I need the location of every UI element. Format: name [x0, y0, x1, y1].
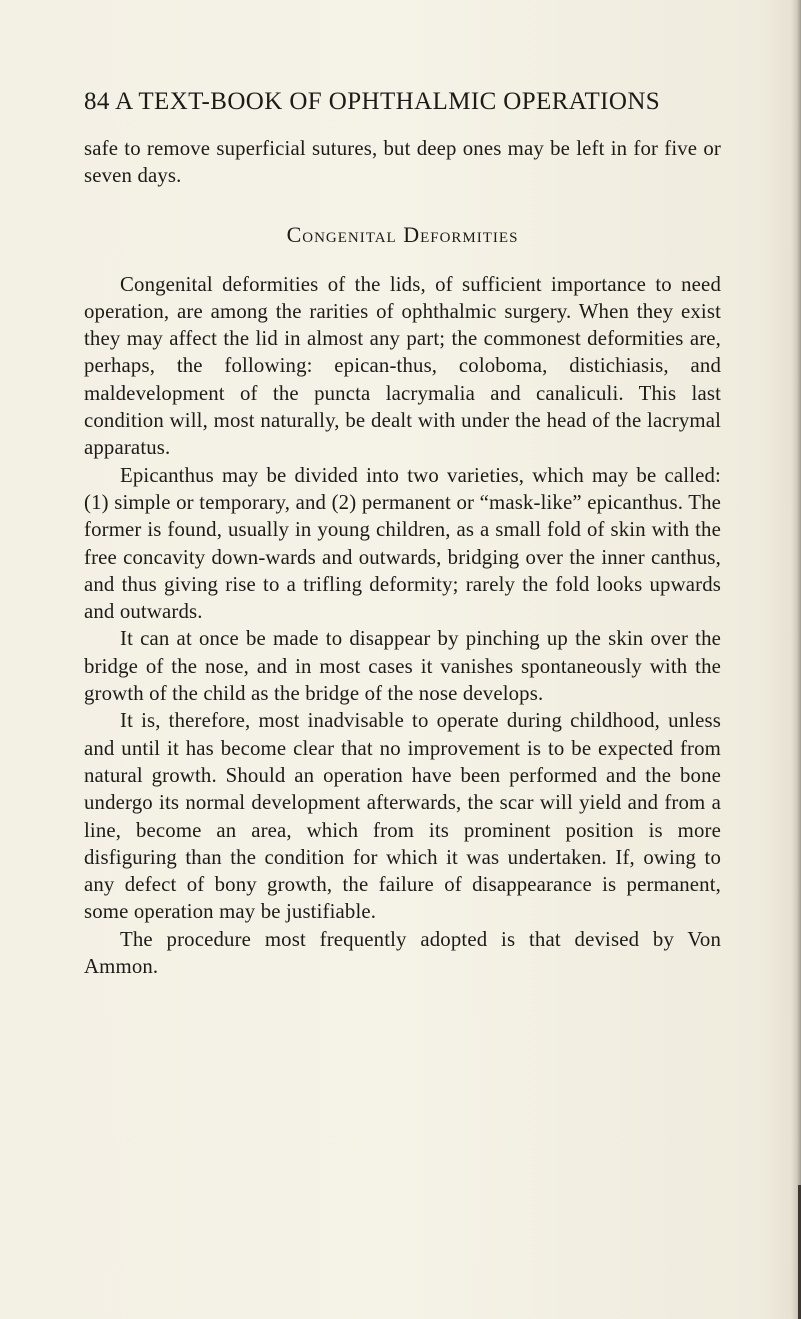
paragraph: It is, therefore, most inadvisable to operate during childhood, unless and until it has become clear that no improvement is to be expected from natural growth. Should an operation have been performed and the bone undergo its normal development afterwards, the scar will yield and from a line, become an area, which from its prominent position is more disfiguring than the condition for which it was undertaken. If, owing to any defect of bony growth, the failure of disappearance is permanent, some operation may be justifiable. [84, 709, 721, 924]
body-text [84, 135, 721, 980]
section-title: Congenital Deformities [286, 221, 519, 247]
paragraph: The procedure most frequently adopted is that devised by Von Ammon. [84, 927, 721, 979]
running-header [84, 86, 724, 118]
page-edge-shadow [791, 0, 801, 1319]
paragraph: It can at once be made to disappear by pinching up the skin over the bridge of the nose, and in most cases it vanishes spontaneously with the growth of the child as the bridge of the nose develops. [84, 627, 721, 706]
paragraph-continuation: safe to remove superficial sutures, but deep ones may be left in for five or seven days. [84, 137, 721, 188]
running-title: A TEXT-BOOK OF OPHTHALMIC OPERATIONS [115, 88, 661, 115]
page-number: 84 [84, 88, 110, 115]
paragraph: Epicanthus may be divided into two varieties, which may be called: (1) simple or temporary, and (2) permanent or “mask-like” epicanthus. The former is found, usually in young children, as a small fold of skin with the free concavity down-wards and outwards, bridging over the inner canthus, and thus giving rise to a trifling deformity; rarely the fold looks upwards and outwards. [84, 463, 721, 624]
paragraph: Congenital deformities of the lids, of sufficient importance to need operation, are among the rarities of ophthalmic surgery. When they exist they may affect the lid in almost any part; the commonest deformities are, perhaps, the following: epican-thus, coloboma, distichiasis, and maldevelopment of the puncta lacrymalia and canaliculi. This last condition will, most naturally, be dealt with under the head of the lacrymal apparatus. [84, 272, 721, 460]
